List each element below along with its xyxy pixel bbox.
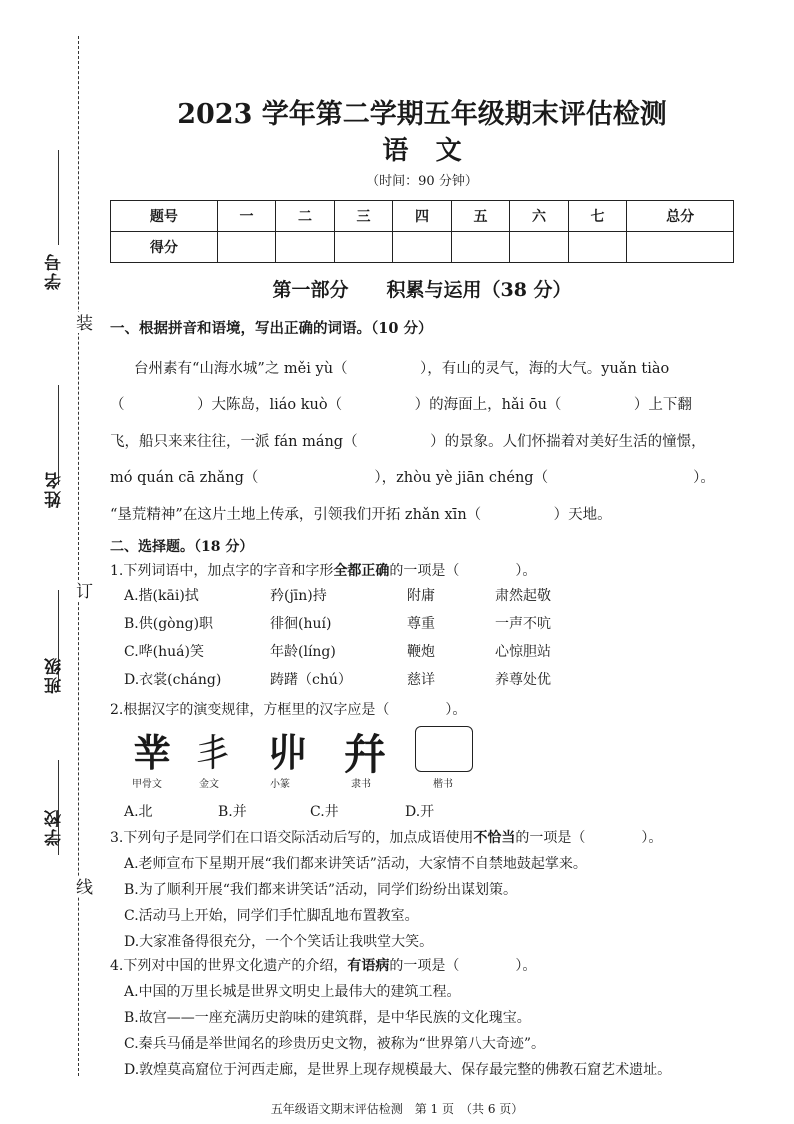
score-cell[interactable] (568, 232, 627, 263)
score-cell[interactable] (334, 232, 393, 263)
part1-title: 第一部分 积累与运用（38 分） (272, 279, 572, 301)
q2-s1-opt-c-2: 年龄(líng) (270, 644, 336, 660)
q2-s1-opt-d-4: 养尊处优 (495, 672, 551, 688)
banji-label: 班级 (45, 656, 65, 694)
score-header-cell: 三 (334, 201, 393, 232)
q2-s3-stem-b: 的一项是（ ）。 (515, 830, 663, 846)
xuexiao-label: 学校 (45, 808, 65, 846)
bind-word-zhuang: 装 (70, 312, 95, 333)
q2-s1-stem (110, 560, 536, 580)
score-header-cell: 四 (393, 201, 452, 232)
glyph-small-seal: 丱 (268, 731, 307, 775)
q2-s4-option-c[interactable]: C.秦兵马俑是举世闻名的珍贵历史文物，被称为“世界第八大奇迹”。 (124, 1036, 545, 1052)
score-cell[interactable] (276, 232, 335, 263)
q1-line2: （ ）大陈岛，liáo kuò（ ）的海面上，hǎi ōu（ ）上下翻 (110, 397, 692, 413)
label-oracle-bone: 甲骨文 (132, 779, 162, 790)
q2-s4-option-d[interactable]: D.敦煌莫高窟位于河西走廊，是世界上现存规模最大、保存最完整的佛教石窟艺术遗址。 (124, 1062, 672, 1078)
q2-s1-opt-c-4: 心惊胆站 (495, 644, 551, 660)
score-table (110, 200, 734, 263)
bind-word-ding: 订 (70, 580, 95, 601)
q1-line3: 飞，船只来来往往，一派 fán máng（ ）的景象。人们怀揣着对美好生活的憧憬， (110, 434, 706, 450)
score-table-score-row (111, 232, 734, 263)
q1-line5: “垦荒精神”在这片土地上传承，引领我们开拓 zhǎn xīn（ ）天地。 (110, 507, 612, 523)
glyph-clerical: 幷 (343, 730, 386, 779)
q2-s1-opt-d-3: 慈详 (407, 672, 435, 688)
q2-s1-opt-d-2: 踌躇（chú） (270, 672, 352, 688)
bind-word-xian: 线 (70, 876, 95, 897)
q2-heading: 二、选择题。（18 分） (110, 539, 254, 555)
score-header-cell: 五 (451, 201, 510, 232)
q2-s2-option-c[interactable]: C.井 (310, 804, 339, 820)
label-clerical: 隶书 (351, 779, 371, 790)
q2-s4-stem-b: 的一项是（ ）。 (389, 958, 537, 974)
xuehao-blank[interactable] (58, 150, 59, 245)
score-header-cell: 题号 (111, 201, 218, 232)
q2-s2-option-b[interactable]: B.并 (218, 804, 247, 820)
exam-title: 2023 学年第二学期五年级期末评估检测 (177, 99, 667, 130)
q1-line4: mó quán cā zhǎng（ ），zhòu yè jiān chéng（ ）。 (110, 470, 715, 486)
q2-s1-opt-a-2: 矜(jīn)持 (270, 588, 327, 604)
q2-s2-option-a[interactable]: A.北 (124, 804, 153, 820)
xuehao-label: 学号 (45, 252, 65, 290)
q2-s1-opt-b-2: 徘徊(huí) (270, 616, 332, 632)
q2-s1-opt-c-3: 鞭炮 (407, 644, 435, 660)
q2-s1-opt-b-4: 一声不吭 (495, 616, 551, 632)
q2-s4-option-a[interactable]: A.中国的万里长城是世界文明史上最伟大的建筑工程。 (124, 984, 461, 1000)
q1-line1: 台州素有“山海水城”之 měi yù（ ），有山的灵气，海的大气。yuǎn tiào (134, 361, 670, 377)
q2-s3-stem (110, 827, 662, 847)
q2-s1-opt-c-1[interactable]: C.哗(huá)笑 (124, 644, 204, 660)
score-cell[interactable] (393, 232, 452, 263)
subject-title: 语 文 (382, 136, 462, 166)
score-header-cell: 总分 (627, 201, 734, 232)
score-cell[interactable] (451, 232, 510, 263)
score-cell[interactable] (217, 232, 276, 263)
page-footer: 五年级语文期末评估检测 第 1 页 （共 6 页） (270, 1102, 524, 1116)
label-small-seal: 小篆 (270, 779, 290, 790)
glyph-bronze: 丯 (193, 731, 232, 775)
q2-s1-opt-a-4: 肃然起敬 (495, 588, 551, 604)
q2-s2-option-d[interactable]: D.开 (405, 804, 435, 820)
score-header-cell: 六 (510, 201, 569, 232)
q2-s1-opt-a-1[interactable]: A.揩(kāi)拭 (124, 588, 199, 604)
q2-s1-stem-b: 的一项是（ ）。 (389, 563, 537, 579)
label-bronze: 金文 (199, 779, 219, 790)
q2-s4-stem-a: 4.下列对中国的世界文化遗产的介绍， (110, 958, 348, 974)
q2-s1-stem-bold: 全都正确 (333, 563, 390, 579)
q2-s3-option-b[interactable]: B.为了顺利开展“我们都来讲笑话”活动，同学们纷纷出谋划策。 (124, 882, 518, 898)
score-table-header-row (111, 201, 734, 232)
q2-s3-option-a[interactable]: A.老师宣布下星期开展“我们都来讲笑话”活动，大家情不自禁地鼓起掌来。 (124, 856, 587, 872)
q2-s1-opt-d-1[interactable]: D.衣裳(cháng) (124, 672, 222, 688)
q2-s3-stem-a: 3.下列句子是同学们在口语交际活动后写的，加点成语使用 (110, 830, 474, 846)
q2-s4-stem-bold: 有语病 (347, 958, 390, 974)
q2-s4-option-b[interactable]: B.故宫——一座充满历史韵味的建筑群，是中华民族的文化瑰宝。 (124, 1010, 531, 1026)
score-header-cell: 一 (217, 201, 276, 232)
answer-box[interactable] (415, 726, 473, 772)
q2-s1-opt-b-3: 尊重 (407, 616, 435, 632)
time-note: （时间：90 分钟） (366, 174, 478, 189)
q2-s2-stem: 2.根据汉字的演变规律，方框里的汉字应是（ ）。 (110, 702, 467, 718)
score-header-cell: 七 (568, 201, 627, 232)
xingming-label: 姓名 (45, 470, 65, 508)
q2-s1-stem-a: 1.下列词语中，加点字的字音和字形 (110, 563, 334, 579)
q2-s1-opt-b-1[interactable]: B.供(gòng)职 (124, 616, 214, 632)
binding-dashed-line (78, 36, 79, 1076)
q2-s3-stem-bold: 不恰当 (473, 830, 516, 846)
score-cell[interactable] (510, 232, 569, 263)
q2-s1-opt-a-3: 附庸 (407, 588, 435, 604)
q2-s4-stem (110, 955, 536, 975)
score-row-label: 得分 (111, 232, 218, 263)
q2-s3-option-d[interactable]: D.大家准备得很充分，一个个笑话让我哄堂大笑。 (124, 934, 434, 950)
q2-s3-option-c[interactable]: C.活动马上开始，同学们手忙脚乱地布置教室。 (124, 908, 419, 924)
q1-heading: 一、根据拼音和语境，写出正确的词语。（10 分） (110, 320, 433, 337)
glyph-oracle-bone: 丵 (132, 731, 171, 775)
score-header-cell: 二 (276, 201, 335, 232)
score-cell[interactable] (627, 232, 734, 263)
label-regular: 楷书 (433, 779, 453, 790)
